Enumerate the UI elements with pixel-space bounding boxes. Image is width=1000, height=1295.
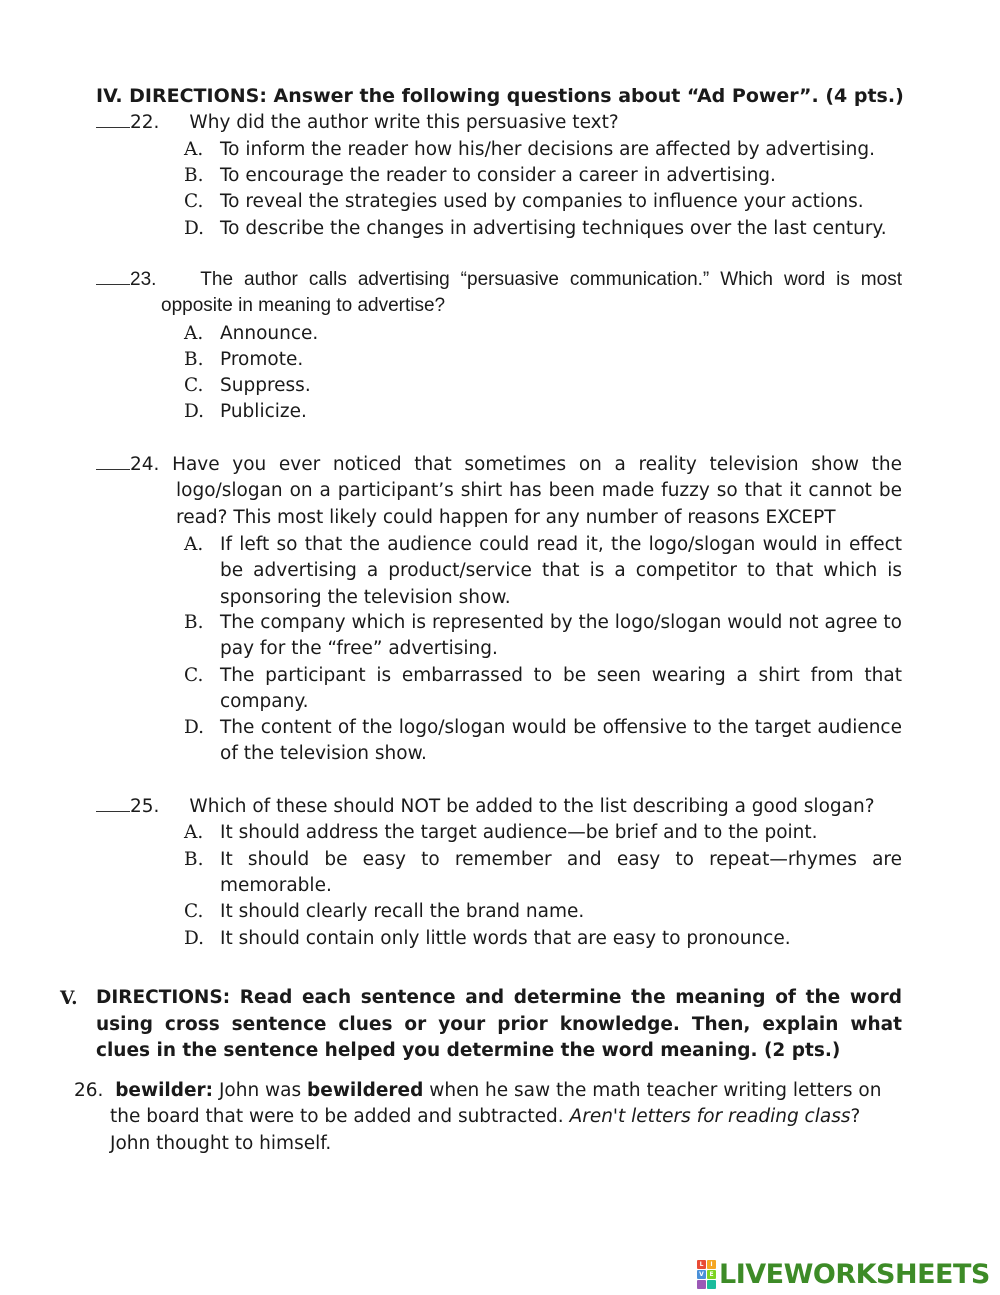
liveworksheets-logo <box>697 1258 990 1290</box>
question-number: 24. <box>130 454 160 475</box>
answer-blank[interactable] <box>96 795 130 812</box>
option-24d: The content of the logo/slogan would be offensive to the target audience of the television show. <box>220 717 902 765</box>
question-23-line2: opposite in meaning to advertise? <box>161 295 446 316</box>
option-24b: The company which is represented by the logo/slogan would not agree to pay for the “free” advertising. <box>220 612 902 660</box>
question-text-line1: The author calls advertising “persuasive communication.” Which word is most <box>200 269 902 290</box>
question-24-line2: logo/slogan on a participant’s shirt has been made fuzzy so that it cannot be <box>176 480 902 501</box>
option-25b-letter: B. <box>184 849 204 870</box>
section-5-numeral: V. <box>60 988 78 1009</box>
question-number: 25. <box>130 796 160 817</box>
option-24d-letter: D. <box>184 717 205 738</box>
section-5-heading: DIRECTIONS: Read each sentence and determine the meaning of the word using cross sentence clues or your prior knowledge. Then, explain what clues in the sentence helped you determine the word meaning. (2 pts.) <box>96 987 902 1061</box>
logo-text: LIVEWORKSHEETS <box>719 1258 990 1290</box>
logo-blocks-icon: L I V E <box>697 1260 716 1289</box>
question-25 <box>96 794 875 820</box>
option-22b: B. To encourage the reader to consider a career in advertising. <box>184 165 776 186</box>
question-text: Why did the author write this persuasive text? <box>189 112 619 133</box>
question-22 <box>96 110 619 136</box>
option-24a-letter: A. <box>184 534 204 555</box>
option-23a: A. Announce. <box>184 323 319 344</box>
option-23d: D. Publicize. <box>184 401 307 422</box>
option-24c-letter: C. <box>184 665 204 686</box>
option-25c: C. It should clearly recall the brand name. <box>184 901 585 922</box>
option-22d: D. To describe the changes in advertising techniques over the last century. <box>184 218 887 239</box>
question-26-line3: John thought to himself. <box>110 1133 332 1154</box>
question-text-line1: Have you ever noticed that sometimes on a reality television show the <box>172 454 902 475</box>
question-24-line3: read? This most likely could happen for any number of reasons EXCEPT <box>176 507 836 528</box>
question-26: 26. bewilder: John was bewildered when he saw the math teacher writing letters on <box>74 1080 882 1101</box>
option-24c: The participant is embarrassed to be seen wearing a shirt from that company. <box>220 665 902 713</box>
option-22a: A. To inform the reader how his/her decisions are affected by advertising. <box>184 139 875 160</box>
question-26-line2: the board that were to be added and subtracted. Aren't letters for reading class? <box>110 1106 861 1127</box>
option-24b-letter: B. <box>184 612 204 633</box>
question-text: Which of these should NOT be added to the list describing a good slogan? <box>189 796 875 817</box>
answer-blank[interactable] <box>96 111 130 128</box>
answer-blank[interactable] <box>96 453 130 470</box>
option-24a: If left so that the audience could read it, the logo/slogan would in effect be advertising a product/service that is a competitor to that which is sponsoring the television show. <box>220 534 902 608</box>
question-23 <box>96 267 902 293</box>
option-23b: B. Promote. <box>184 349 304 370</box>
question-number: 23. <box>130 269 157 290</box>
option-25b: It should be easy to remember and easy to repeat—rhymes are memorable. <box>220 849 902 897</box>
question-number: 22. <box>130 112 160 133</box>
option-22c: C. To reveal the strategies used by companies to influence your actions. <box>184 191 864 212</box>
option-23c: C. Suppress. <box>184 375 311 396</box>
section-4-heading: IV. DIRECTIONS: Answer the following questions about “Ad Power”. (4 pts.) <box>96 85 904 107</box>
answer-blank[interactable] <box>96 268 130 285</box>
vocab-word: bewilder: <box>115 1080 214 1101</box>
option-25d: D. It should contain only little words that are easy to pronounce. <box>184 928 791 949</box>
question-number: 26. <box>74 1080 104 1101</box>
question-24 <box>96 452 902 478</box>
option-25a: A. It should address the target audience—be brief and to the point. <box>184 822 818 843</box>
